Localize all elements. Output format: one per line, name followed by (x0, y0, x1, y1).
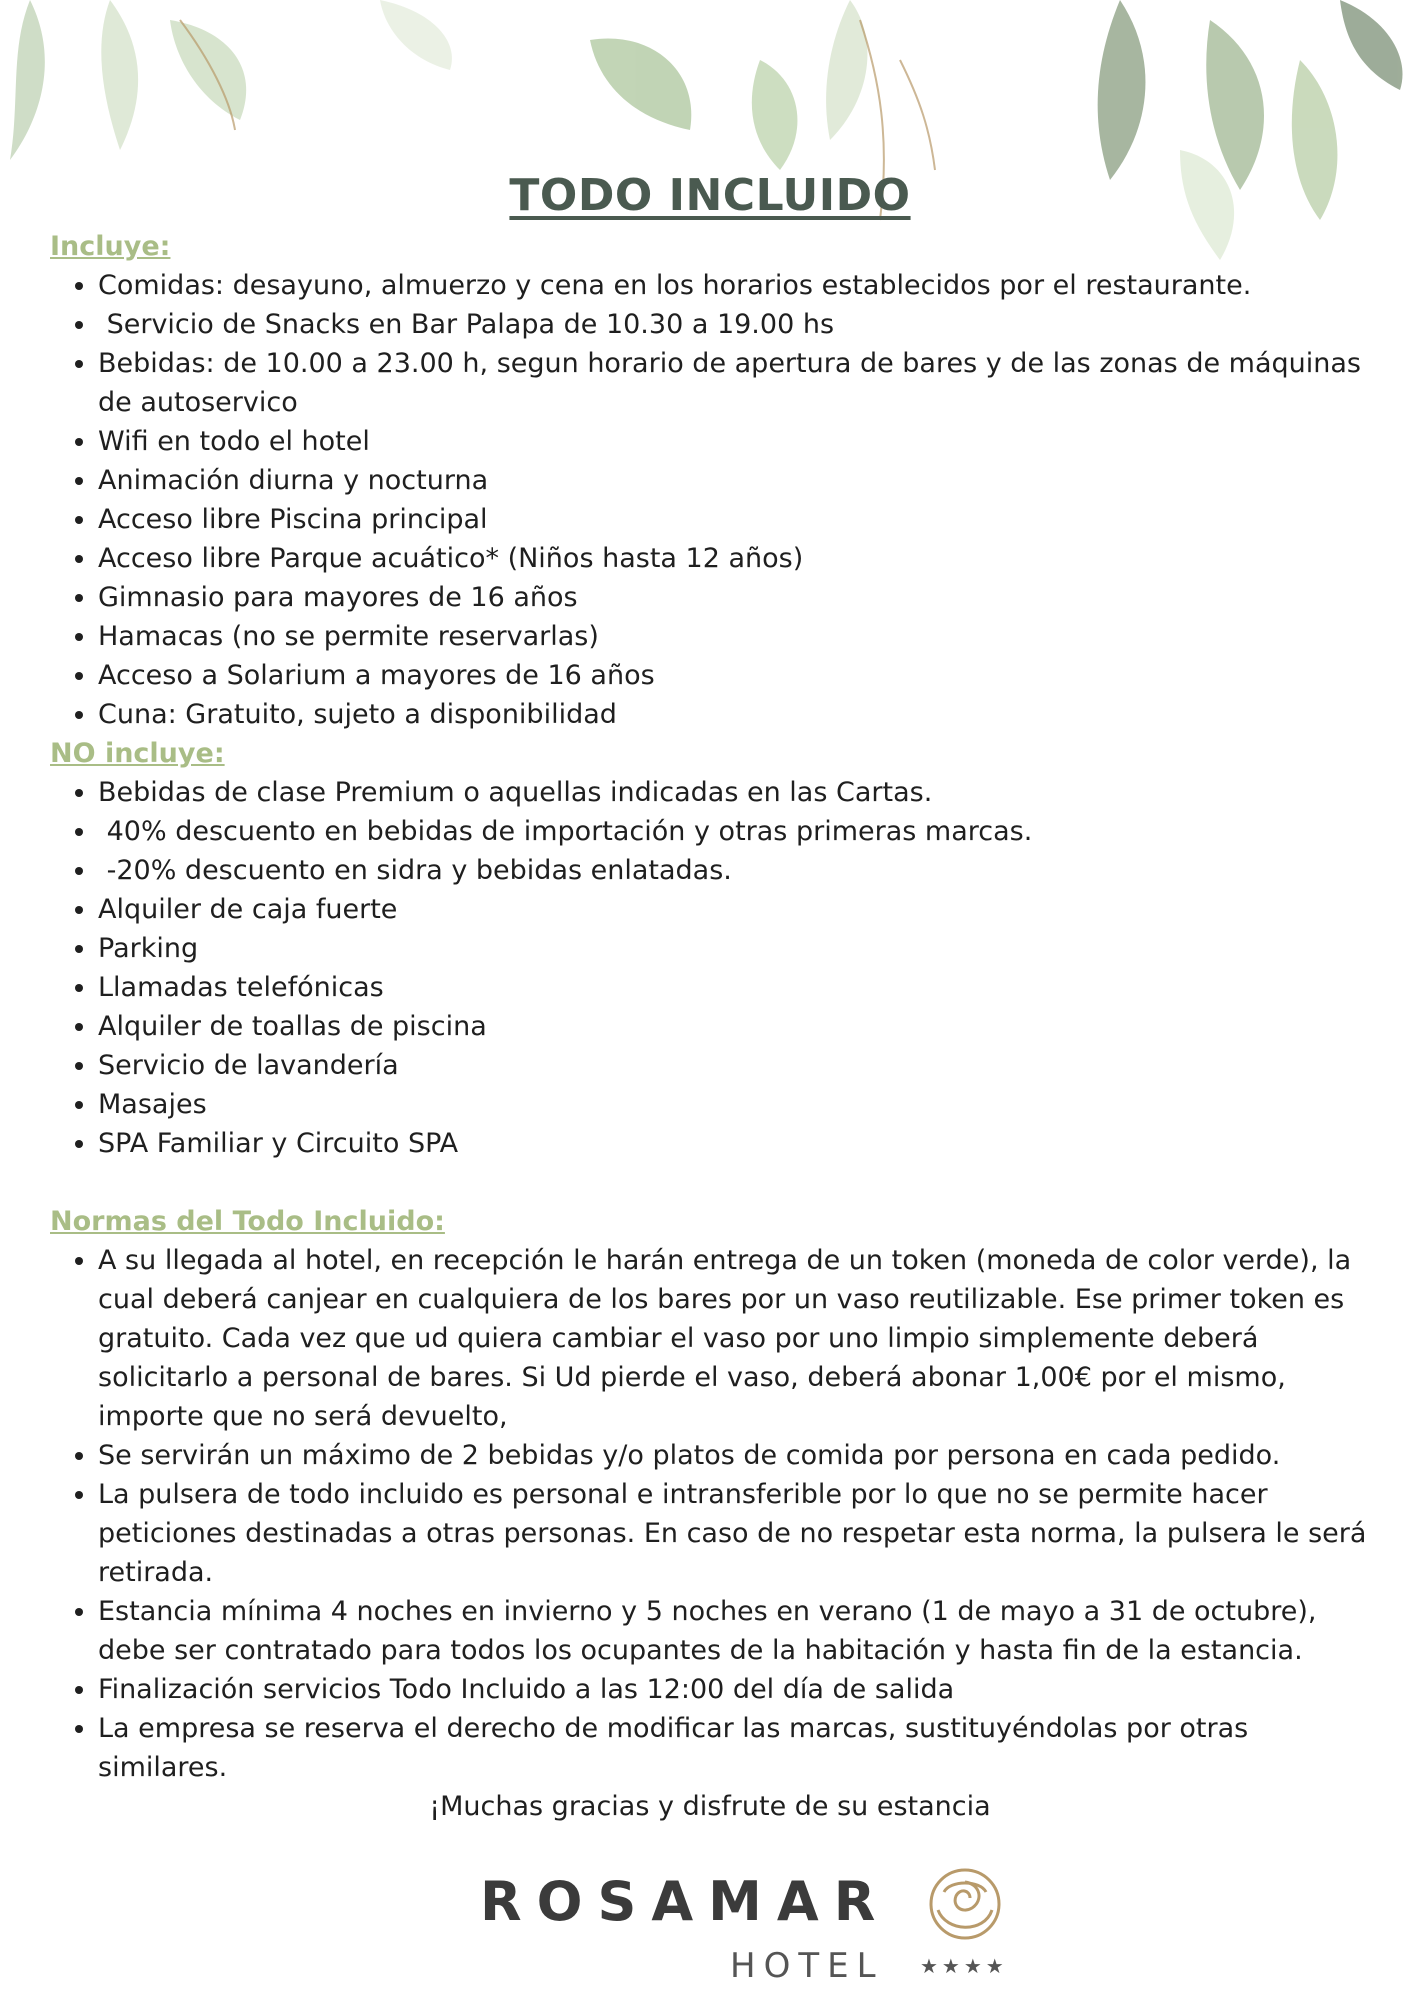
excludes-heading: NO incluye: (50, 738, 225, 769)
list-item: • Masajes (98, 1085, 1370, 1124)
closing-message: ¡Muchas gracias y disfrute de su estancia (429, 1791, 991, 1822)
list-item: • Bebidas: de 10.00 a 23.00 h, segun horario de apertura de bares y de las zonas de máquinas de autoservico (98, 344, 1370, 422)
list-item: • Servicio de Snacks en Bar Palapa de 10.30 a 19.00 hs (98, 305, 1370, 344)
list-item: • Acceso libre Piscina principal (98, 500, 1370, 539)
list-item: • La empresa se reserva el derecho de modificar las marcas, sustituyéndolas por otras similares. (98, 1709, 1370, 1787)
list-item: • Bebidas de clase Premium o aquellas indicadas en las Cartas. (98, 773, 1370, 812)
logo-brand: ROSAMAR (480, 1870, 891, 1933)
list-item: • Parking (98, 929, 1370, 968)
list-item: • Alquiler de caja fuerte (98, 890, 1370, 929)
list-item: • Finalización servicios Todo Incluido a las 12:00 del día de salida (98, 1670, 1370, 1709)
rules-heading: Normas del Todo Incluido: (50, 1206, 445, 1237)
list-item: • Comidas: desayuno, almuerzo y cena en los horarios establecidos por el restaurante. (98, 266, 1370, 305)
list-item: • Acceso a Solarium a mayores de 16 años (98, 656, 1370, 695)
list-item: • Estancia mínima 4 noches en invierno y 5 noches en verano (1 de mayo a 31 de octubre), debe ser contratado para todos los ocupantes de la habitación y hasta fin de la estancia. (98, 1592, 1370, 1670)
logo-stars: ★★★★ (920, 1954, 1008, 1978)
rules-list (50, 1241, 1376, 1787)
list-item: • 40% descuento en bebidas de importación y otras primeras marcas. (98, 812, 1370, 851)
rose-icon (920, 1862, 1010, 1952)
list-item: • Wifi en todo el hotel (98, 422, 1370, 461)
includes-list (50, 266, 1370, 734)
list-item: • Llamadas telefónicas (98, 968, 1370, 1007)
list-item: • A su llegada al hotel, en recepción le harán entrega de un token (moneda de color verde), la cual deberá canjear en cualquiera de los bares por un vaso reutilizable. Ese primer token es gratuito. Cada vez que ud quiera cambiar el vaso por uno limpio simplemente deberá solicitarlo a personal de bares. Si Ud pierde el vaso, deberá abonar 1,00€ por el mismo, importe que no será devuelto, (98, 1241, 1370, 1436)
list-item: • Animación diurna y nocturna (98, 461, 1370, 500)
list-item: • Gimnasio para mayores de 16 años (98, 578, 1370, 617)
list-item: • Alquiler de toallas de piscina (98, 1007, 1370, 1046)
list-item: • SPA Familiar y Circuito SPA (98, 1124, 1370, 1163)
list-item: • La pulsera de todo incluido es personal e intransferible por lo que no se permite hacer peticiones destinadas a otras personas. En caso de no respetar esta norma, la pulsera le será retirada. (98, 1475, 1370, 1592)
list-item: • Acceso libre Parque acuático* (Niños hasta 12 años) (98, 539, 1370, 578)
excludes-list (50, 773, 1370, 1163)
list-item: • Hamacas (no se permite reservarlas) (98, 617, 1370, 656)
section-spacer (50, 1163, 1370, 1202)
list-item: • Cuna: Gratuito, sujeto a disponibilidad (98, 695, 1370, 734)
hotel-logo (480, 1862, 1020, 1986)
list-item: • Servicio de lavandería (98, 1046, 1370, 1085)
document-body (50, 160, 1376, 1853)
list-item: • -20% descuento en sidra y bebidas enlatadas. (98, 851, 1370, 890)
list-item: • Se servirán un máximo de 2 bebidas y/o platos de comida por persona en cada pedido. (98, 1436, 1370, 1475)
includes-heading: Incluye: (50, 231, 171, 262)
logo-subtitle: HOTEL (730, 1946, 884, 1986)
page-title: TODO INCLUIDO (509, 170, 911, 221)
